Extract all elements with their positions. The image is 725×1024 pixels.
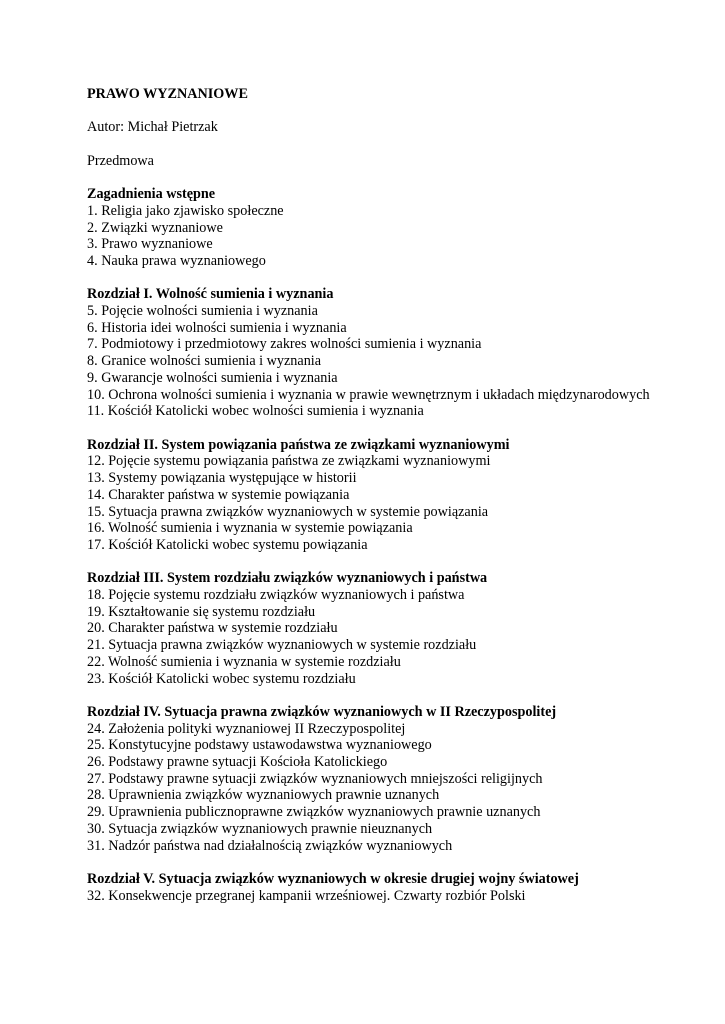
toc-item: 22. Wolność sumienia i wyznania w systemie rozdziału (87, 653, 401, 670)
toc-item: 26. Podstawy prawne sytuacji Kościoła Katolickiego (87, 754, 388, 771)
toc-item: 20. Charakter państwa w systemie rozdziału (87, 620, 338, 637)
section-item-list (87, 888, 707, 905)
section-item-list (87, 721, 707, 855)
toc-item: 23. Kościół Katolicki wobec systemu rozdziału (87, 670, 356, 687)
section-chapter-2 (87, 437, 707, 554)
toc-item: 27. Podstawy prawne sytuacji związków wyznaniowych mniejszości religijnych (87, 770, 543, 787)
toc-item: 28. Uprawnienia związków wyznaniowych prawnie uznanych (87, 787, 440, 804)
toc-item: 8. Granice wolności sumienia i wyznania (87, 353, 322, 370)
spacer (87, 103, 707, 120)
toc-item: 14. Charakter państwa w systemie powiązania (87, 486, 350, 503)
section-item-list (87, 453, 707, 553)
toc-item: 15. Sytuacja prawna związków wyznaniowych w systemie powiązania (87, 503, 489, 520)
toc-item: 18. Pojęcie systemu rozdziału związków wyznaniowych i państwa (87, 587, 465, 603)
toc-item: 9. Gwarancje wolności sumienia i wyznania (87, 369, 338, 386)
toc-item: 24. Założenia polityki wyznaniowej II Rzeczypospolitej (87, 720, 406, 737)
spacer (87, 136, 707, 153)
section-heading: Rozdział IV. Sytuacja prawna związków wyznaniowych w II Rzeczypospolitej (87, 703, 557, 720)
toc-item: 32. Konsekwencje przegranej kampanii wrześniowej. Czwarty rozbiór Polski (87, 887, 526, 904)
toc-item: 4. Nauka prawa wyznaniowego (87, 252, 266, 269)
spacer (87, 854, 707, 871)
section-chapter-4 (87, 704, 707, 854)
section-introductory (87, 186, 707, 270)
section-heading: Rozdział II. System powiązania państwa ze związkami wyznaniowymi (87, 436, 510, 453)
section-heading: Rozdział V. Sytuacja związków wyznaniowych w okresie drugiej wojny światowej (87, 870, 579, 887)
preface-label: Przedmowa (87, 152, 154, 169)
toc-item: 10. Ochrona wolności sumienia i wyznania w prawie wewnętrznym i układach międzynarodowych (87, 386, 650, 403)
spacer (87, 169, 707, 186)
toc-item: 31. Nadzór państwa nad działalnością związków wyznaniowych (87, 837, 453, 854)
document-title: PRAWO WYZNANIOWE (87, 86, 248, 102)
toc-item: 17. Kościół Katolicki wobec systemu powiązania (87, 536, 368, 553)
spacer (87, 687, 707, 704)
section-chapter-1 (87, 286, 707, 420)
toc-item: 2. Związki wyznaniowe (87, 219, 223, 236)
toc-item: 5. Pojęcie wolności sumienia i wyznania (87, 303, 318, 320)
toc-item: 11. Kościół Katolicki wobec wolności sumienia i wyznania (87, 403, 424, 420)
document-page (87, 86, 707, 904)
toc-item: 13. Systemy powiązania występujące w historii (87, 470, 357, 487)
section-chapter-5 (87, 871, 707, 904)
toc-item: 12. Pojęcie systemu powiązania państwa ze związkami wyznaniowymi (87, 453, 491, 470)
toc-item: 19. Kształtowanie się systemu rozdziału (87, 603, 316, 620)
toc-item: 16. Wolność sumienia i wyznania w systemie powiązania (87, 520, 413, 537)
spacer (87, 554, 707, 571)
toc-item: 3. Prawo wyznaniowe (87, 236, 213, 253)
section-heading: Zagadnienia wstępne (87, 186, 216, 203)
toc-item: 25. Konstytucyjne podstawy ustawodawstwa wyznaniowego (87, 737, 432, 754)
section-chapter-3 (87, 570, 707, 687)
toc-item: 6. Historia idei wolności sumienia i wyznania (87, 319, 347, 336)
toc-item: 29. Uprawnienia publicznoprawne związków wyznaniowych prawnie uznanych (87, 804, 541, 821)
section-item-list (87, 203, 707, 270)
toc-item: 1. Religia jako zjawisko społeczne (87, 202, 284, 219)
toc-item: 7. Podmiotowy i przedmiotowy zakres wolności sumienia i wyznania (87, 336, 482, 353)
section-item-list (87, 303, 707, 420)
document-author: Autor: Michał Pietrzak (87, 119, 218, 136)
spacer (87, 420, 707, 437)
toc-item: 30. Sytuacja związków wyznaniowych prawnie nieuznanych (87, 820, 433, 837)
section-heading: Rozdział III. System rozdziału związków wyznaniowych i państwa (87, 570, 488, 587)
section-heading: Rozdział I. Wolność sumienia i wyznania (87, 286, 334, 303)
section-item-list (87, 587, 707, 687)
toc-item: 21. Sytuacja prawna związków wyznaniowych w systemie rozdziału (87, 637, 477, 654)
spacer (87, 270, 707, 287)
